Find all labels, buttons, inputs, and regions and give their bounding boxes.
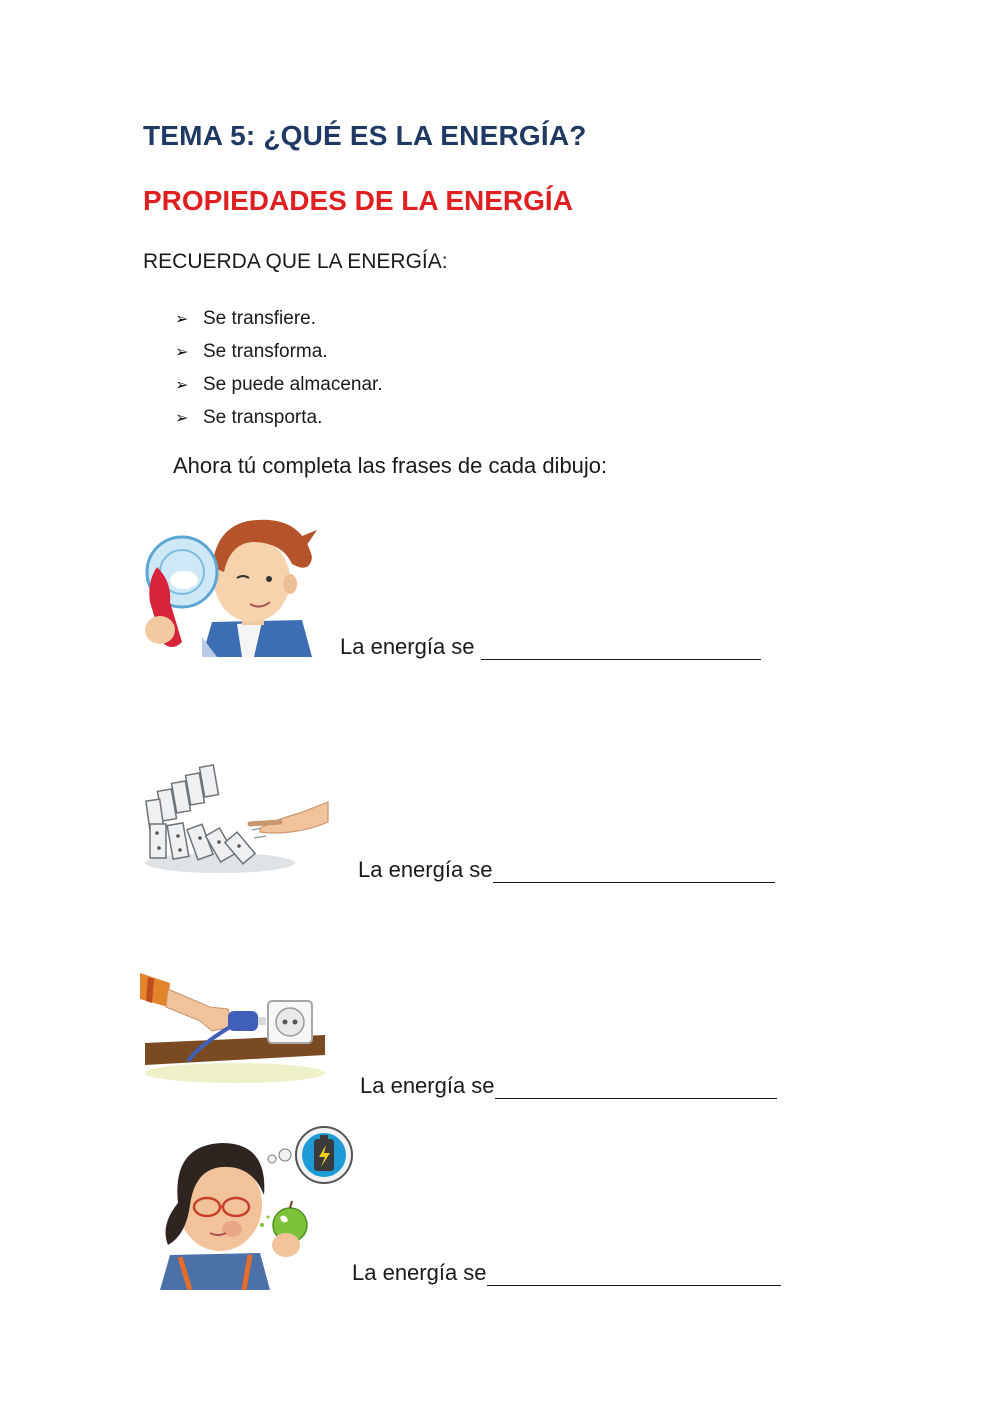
- answer-blank[interactable]: [495, 1078, 777, 1099]
- exercise-sentence: [360, 1073, 777, 1099]
- arrow-bullet-icon: ➢: [175, 409, 189, 427]
- dominoes-illustration: [140, 758, 330, 876]
- list-item: [175, 335, 383, 368]
- list-item: [175, 302, 383, 335]
- boy-with-fan-illustration: [142, 512, 322, 657]
- intro-text: RECUERDA QUE LA ENERGÍA:: [143, 250, 448, 273]
- page-title: TEMA 5: ¿QUÉ ES LA ENERGÍA?: [143, 120, 587, 151]
- list-item-label: Se puede almacenar.: [203, 373, 383, 395]
- answer-blank[interactable]: [487, 1265, 781, 1286]
- sentence-prompt: La energía se: [358, 857, 493, 882]
- girl-apple-illustration: [140, 1125, 360, 1290]
- properties-list: [175, 302, 383, 434]
- list-item: [175, 368, 383, 401]
- exercise-sentence: [352, 1260, 781, 1286]
- plug-socket-illustration: [140, 965, 330, 1087]
- list-item-label: Se transfiere.: [203, 307, 316, 329]
- sentence-prompt: La energía se: [360, 1073, 495, 1098]
- list-item-label: Se transforma.: [203, 340, 328, 362]
- exercise-sentence: [358, 857, 775, 883]
- sentence-prompt: La energía se: [352, 1260, 487, 1285]
- arrow-bullet-icon: ➢: [175, 376, 189, 394]
- answer-blank[interactable]: [493, 862, 775, 883]
- answer-blank[interactable]: [481, 639, 761, 660]
- sentence-prompt: La energía se: [340, 634, 481, 659]
- arrow-bullet-icon: ➢: [175, 310, 189, 328]
- section-title: PROPIEDADES DE LA ENERGÍA: [143, 185, 573, 216]
- list-item: [175, 401, 383, 434]
- instruction-text: Ahora tú completa las frases de cada dibujo:: [173, 453, 608, 478]
- arrow-bullet-icon: ➢: [175, 343, 189, 361]
- list-item-label: Se transporta.: [203, 406, 323, 428]
- exercise-sentence: [340, 634, 761, 660]
